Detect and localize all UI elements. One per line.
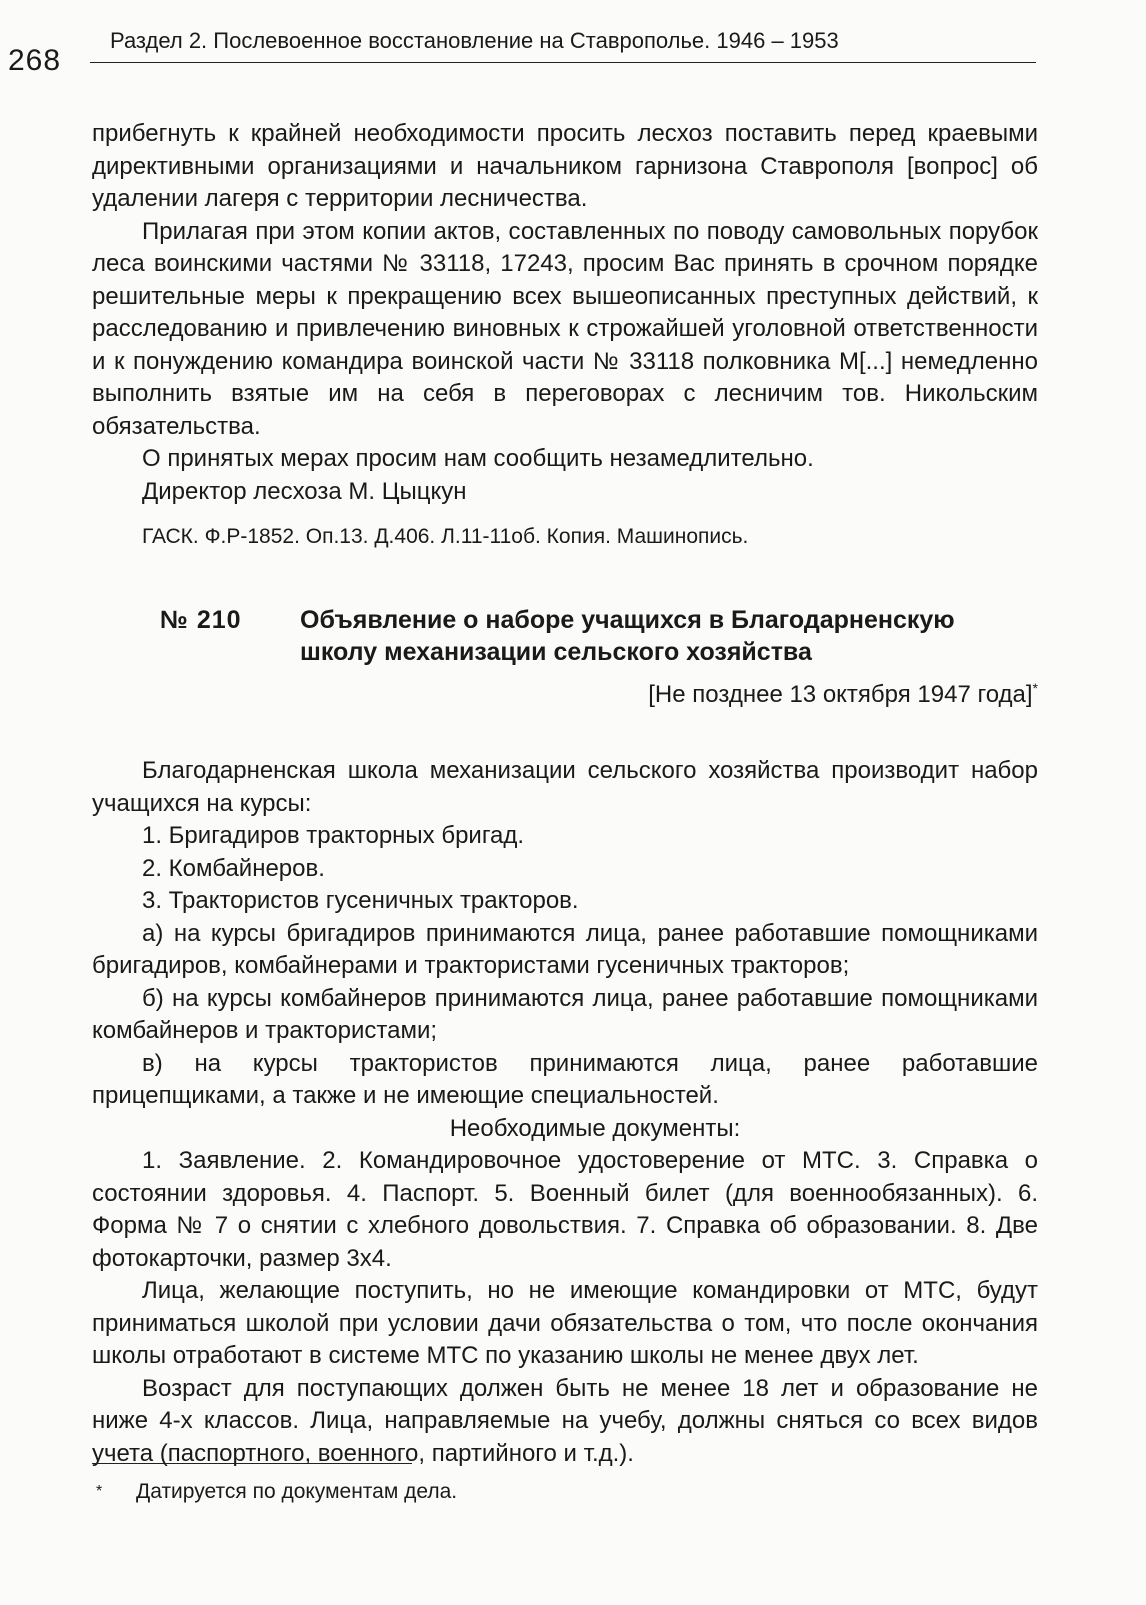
paragraph-request: Прилагая при этом копии актов, составленных по поводу самовольных порубок леса воинскими частями № 33118, 17243, просим Вас принять в срочном порядке решительные меры к прекращению всех вышеописанных преступных действий, к расследованию и привлечению виновных к строжайшей уголовной ответственности и к понуждению командира воинской части № 33118 полковника М[...] немедленно выполнить взятые им на себя в переговорах с лесничим тов. Никольским обязательства. xyxy=(92,217,1038,440)
document-title: Объявление о наборе учащихся в Благодарненскую школу механизации сельского хозяйства xyxy=(300,606,955,666)
document-date xyxy=(92,672,1038,711)
signature-line: Директор лесхоза М. Цыцкун xyxy=(142,477,467,505)
paragraph-continuation: прибегнуть к крайней необходимости просить лесхоз поставить перед краевыми директивными организациями и начальником гарнизона Ставрополя [вопрос] об удалении лагеря с территории лесничества. xyxy=(92,120,1038,212)
condition-item: б) на курсы комбайнеров принимаются лица, ранее работавшие помощниками комбайнеров и трактористами; xyxy=(92,984,1038,1044)
header-rule xyxy=(90,62,1036,63)
condition-item: а) на курсы бригадиров принимаются лица, ранее работавшие помощниками бригадиров, комбайнерами и трактористами гусеничных тракторов; xyxy=(92,919,1038,979)
course-item: 1. Бригадиров тракторных бригад. xyxy=(142,822,525,849)
page-body xyxy=(92,118,1038,1470)
documents-heading: Необходимые документы: xyxy=(449,1114,741,1142)
document-body xyxy=(92,755,1038,1470)
paragraph-age-requirement: Возраст для поступающих должен быть не менее 18 лет и образование не ниже 4-х классов. Лица, направляемые на учебу, должны сняться со всех видов учета (паспортного, военного, партийного и т.д.). xyxy=(92,1374,1038,1467)
paragraph-report-request: О принятых мерах просим нам сообщить незамедлительно. xyxy=(142,445,814,472)
intro-paragraph: Благодарненская школа механизации сельского хозяйства производит набор учащихся на курсы: xyxy=(92,757,1038,817)
footnote xyxy=(96,1478,457,1506)
course-item: 2. Комбайнеров. xyxy=(142,854,325,882)
document-number: № 210 xyxy=(160,606,242,634)
footnote-text: Датируется по документам дела. xyxy=(136,1480,458,1503)
document-heading xyxy=(92,604,1038,668)
archive-source: ГАСК. Ф.Р-1852. Оп.13. Д.406. Л.11-11об. Копия. Машинопись. xyxy=(142,525,749,548)
page-number: 268 xyxy=(8,44,62,77)
running-head: Раздел 2. Послевоенное восстановление на Ставрополье. 1946 – 1953 xyxy=(110,28,839,53)
footnote-mark: * xyxy=(96,1483,103,1500)
course-item: 3. Трактористов гусеничных тракторов. xyxy=(142,887,579,914)
date-footnote-mark: * xyxy=(1032,680,1038,696)
condition-item: в) на курсы трактористов принимаются лица, ранее работавшие прицепщиками, а также и не имеющие специальностей. xyxy=(92,1049,1038,1109)
footnote-rule xyxy=(92,1463,412,1464)
document-date-text: [Не позднее 13 октября 1947 года] xyxy=(648,681,1033,708)
paragraph-obligation: Лица, желающие поступить, но не имеющие командировки от МТС, будут приниматься школой при условии дачи обязательства о том, что после окончания школы отработают в системе МТС по указанию школы не менее двух лет. xyxy=(92,1277,1038,1369)
documents-list: 1. Заявление. 2. Командировочное удостоверение от МТС. 3. Справка о состоянии здоровья. 4. Паспорт. 5. Военный билет (для военнообязанных). 6. Форма № 7 о снятии с хлебного довольствия. 7. Справка об образовании. 8. Две фотокарточки, размер 3х4. xyxy=(92,1147,1038,1272)
